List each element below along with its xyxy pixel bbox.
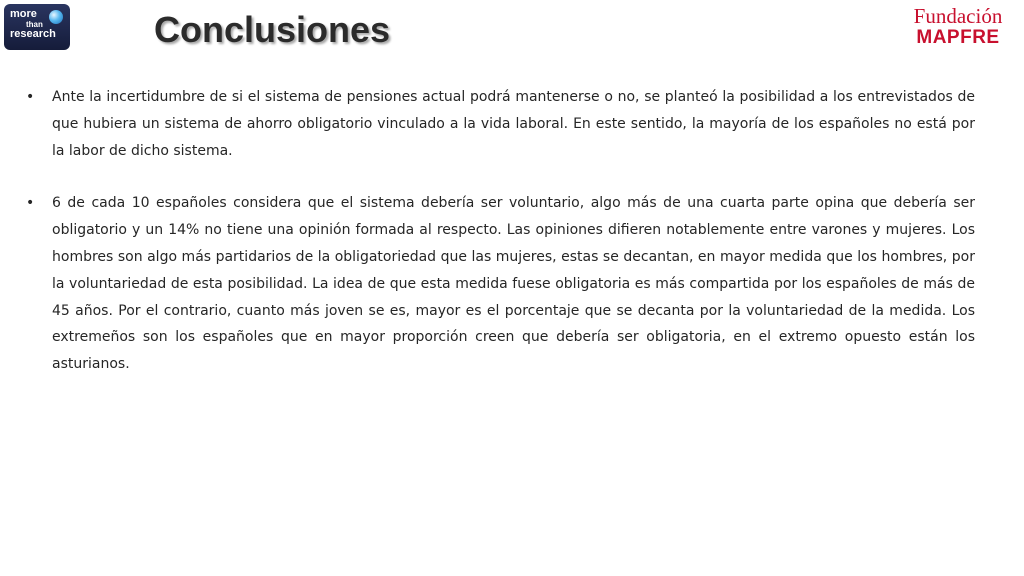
more-than-research-logo — [4, 4, 70, 50]
page-title: Conclusiones — [154, 9, 391, 50]
bullet-item — [26, 84, 975, 164]
logo-left-line2: than — [26, 20, 43, 29]
bullet-marker: • — [26, 195, 35, 212]
bullet-text: 6 de cada 10 españoles considera que el sistema debería ser voluntario, algo más de una cuarta parte opina que debería ser obligatorio y un 14% no tiene una opinión formada al respecto. Las opiniones difieren notablemente entre varones y mujeres. Los hombres son algo más partidarios de la obligatoriedad que las mujeres, estas se decantan, en mayor medida que los hombres, por la voluntariedad de esta posibilidad. La idea de que esta medida fuese obligatoria es más compartida por los españoles de más de 45 años. Por el contrario, cuanto más joven se es, mayor es el porcentaje que se decanta por la voluntariedad de la medida. Los extremeños son los españoles que en mayor proporción creen que debería ser obligatoria, en el extremo opuesto están los asturianos. — [52, 195, 975, 373]
conclusions-list — [26, 84, 975, 404]
logo-left-line1: more — [10, 8, 37, 20]
logo-left-line3: research — [10, 28, 56, 40]
bullet-text: Ante la incertidumbre de si el sistema de pensiones actual podrá mantenerse o no, se planteó la posibilidad a los entrevistados de que hubiera un sistema de ahorro obligatorio vinculado a la vida laboral. En este sentido, la mayoría de los españoles no está por la labor de dicho sistema. — [52, 89, 975, 159]
bullet-marker: • — [26, 89, 35, 105]
fundacion-mapfre-logo — [902, 4, 1014, 48]
globe-icon — [49, 10, 63, 24]
bullet-item — [26, 190, 975, 378]
logo-right-line2: MAPFRE — [916, 27, 1000, 48]
logo-right-line1: Fundación — [913, 4, 1003, 28]
